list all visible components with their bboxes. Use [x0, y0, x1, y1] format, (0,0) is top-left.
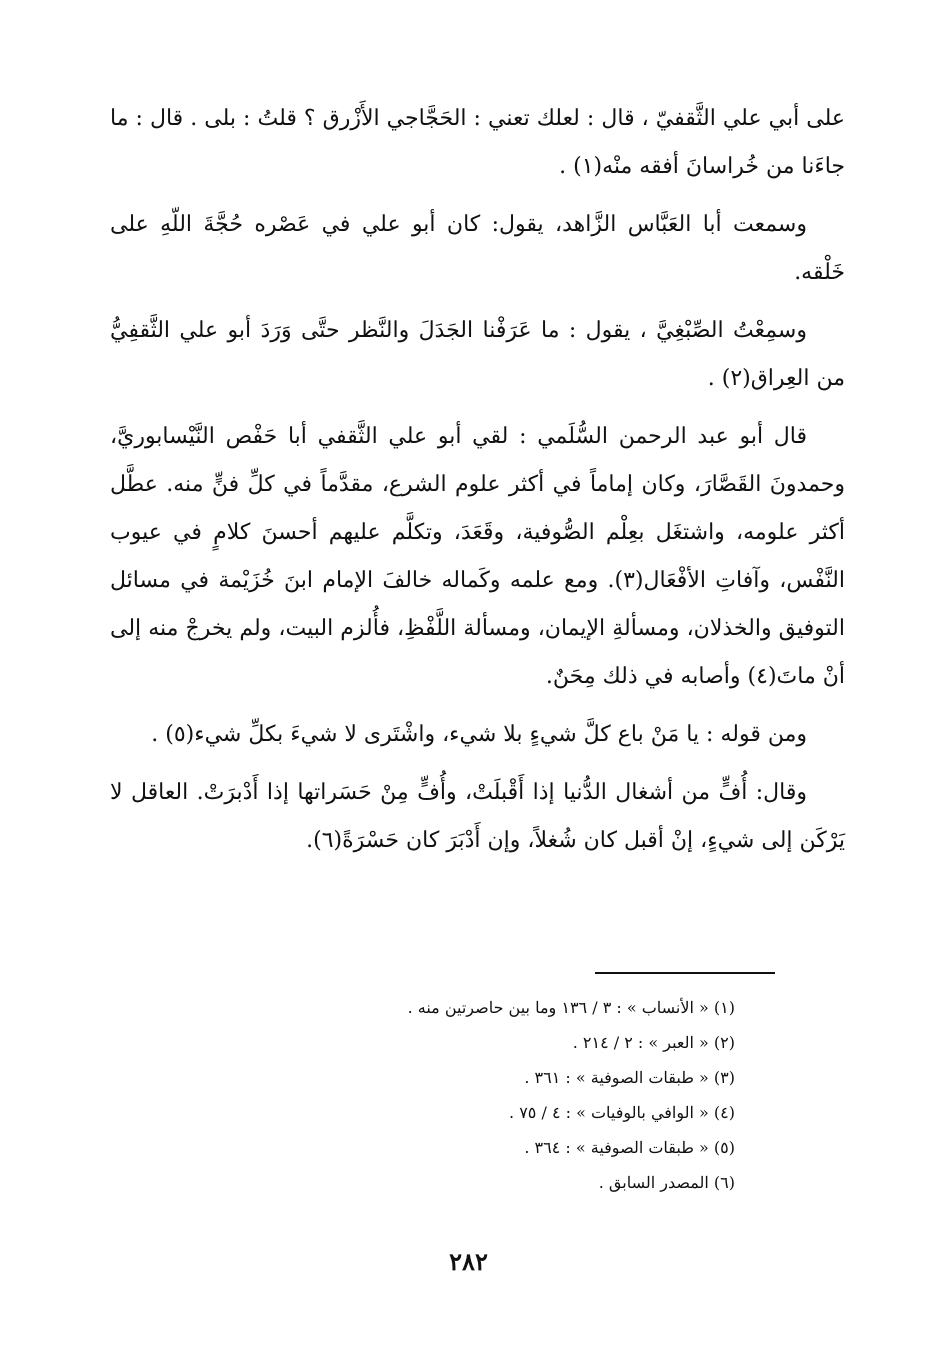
paragraph: على أبي علي الثَّقفيّ ، قال : لعلك تعني : الحَجَّاجي الأَزْرق ؟ قلتُ : بلى . قال : ما جاءَنا من خُراسانَ أفقه منْه(١) .: [110, 106, 845, 179]
page-number: ٢٨٢: [449, 1247, 488, 1276]
footnote: (٣) « طبقات الصوفية » : ٣٦١ .: [524, 1068, 735, 1087]
main-text: [110, 95, 845, 875]
footnote: (٢) « العبر » : ٢ / ٢١٤ .: [572, 1033, 735, 1052]
paragraph: قال أبو عبد الرحمن السُّلَمي : لقي أبو علي الثَّقفي أبا حَفْص النَّيْسابوريَّ، وحمدونَ القَصَّارَ، وكان إماماً في أكثر علوم الشرع، مقدَّماً في كلِّ فنٍّ منه. عطَّل أكثر علومه، واشتغَل بعِلْم الصُّوفية، وقَعَدَ، وتكلَّم عليهم أحسنَ كلامٍ في عيوب النَّفْس، وآفاتِ الأفْعَال(٣). ومع علمه وكَماله خالفَ الإمام ابنَ خُزَيْمة في مسائل التوفيق والخذلان، ومسألةِ الإيمان، ومسألة اللَّفْظِ، فأُلزم البيت، ولم يخرجْ منه إلى أنْ ماتَ(٤) وأصابه في ذلك مِحَنٌ.: [110, 424, 845, 689]
footnote: (٤) « الوافي بالوفيات » : ٤ / ٧٥ .: [509, 1103, 735, 1122]
footnote-separator: [595, 972, 775, 974]
footnote: (١) « الأنساب » : ٣ / ١٣٦ وما بين حاصرتين منه .: [407, 998, 735, 1017]
footnote: (٥) « طبقات الصوفية » : ٣٦٤ .: [524, 1138, 735, 1157]
paragraph: وقال: أُفٍّ من أشغال الدُّنيا إذا أَقْبلَتْ، وأُفٍّ مِنْ حَسَراتها إذا أَدْبرَتْ. العاقل لا يَرْكَن إلى شيءٍ، إنْ أقبل كان شُغلاً، وإن أَدْبَرَ كان حَسْرَةً(٦).: [110, 780, 845, 853]
paragraph: وسمعت أبا العَبَّاس الزَّاهد، يقول: كان أبو علي في عَصْره حُجَّةَ اللّهِ على خَلْقه.: [110, 212, 845, 285]
paragraph: ومن قوله : يا مَنْ باع كلَّ شيءٍ بلا شيء، واشْتَرى لا شيءَ بكلِّ شيء(٥) .: [151, 722, 807, 747]
paragraph: وسمِعْتُ الصِّبْغِيَّ ، يقول : ما عَرَفْنا الجَدَلَ والنَّظر حتَّى وَرَدَ أبو علي الثَّقفِيُّ من العِراق(٢) .: [110, 318, 845, 391]
footnote: (٦) المصدر السابق .: [598, 1173, 735, 1192]
footnotes: [250, 990, 735, 1200]
